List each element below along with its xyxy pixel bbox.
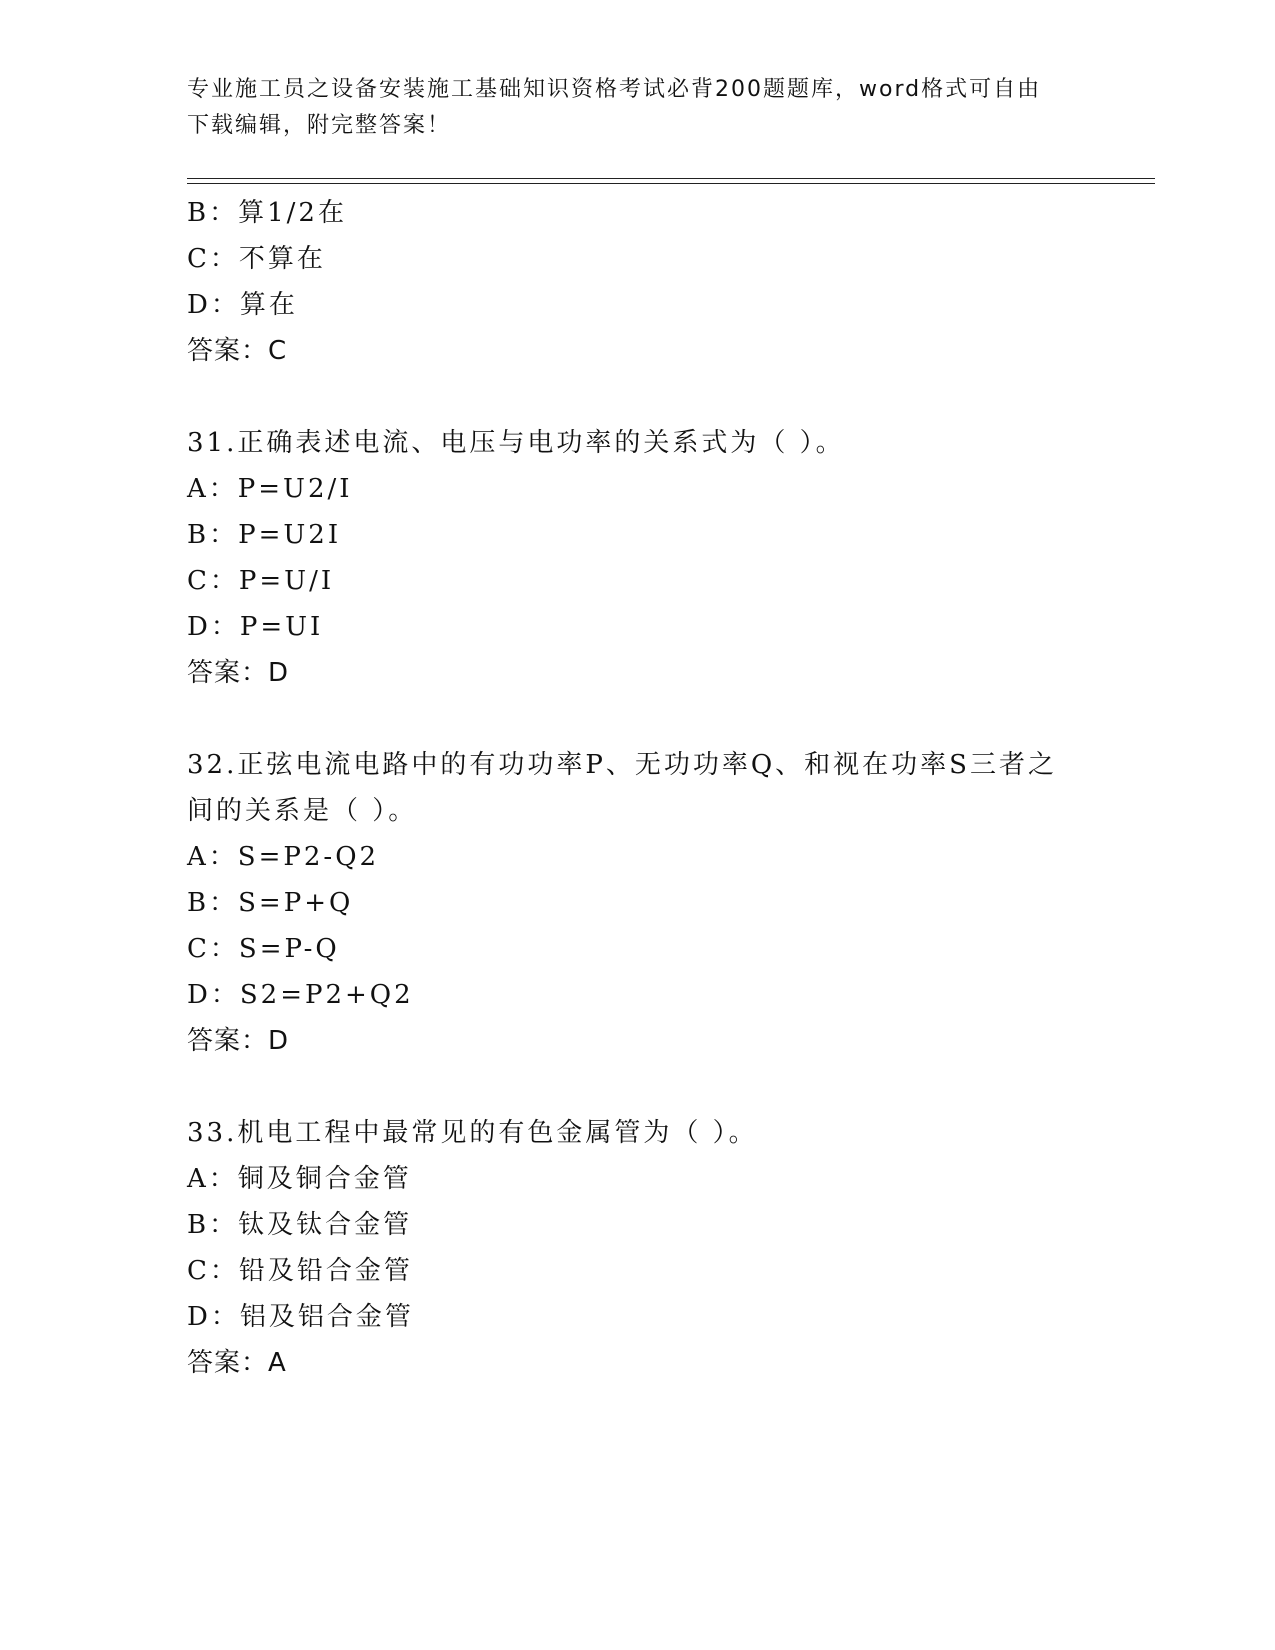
option-c: C：P=U/I (187, 566, 335, 596)
question-32 (187, 742, 1087, 1064)
header-divider-bottom (187, 183, 1155, 184)
option-b: B：S=P+Q (187, 888, 354, 918)
question-31 (187, 420, 1087, 696)
option-a: A：S=P2-Q2 (187, 842, 380, 872)
option-c: C：不算在 (187, 244, 326, 274)
header-line-1: 专业施工员之设备安装施工基础知识资格考试必背200题题库，word格式可自由 (187, 77, 1042, 102)
question-30-continuation (187, 190, 1087, 374)
option-b: B：算1/2在 (187, 198, 347, 228)
answer-line: 答案：A (187, 1348, 287, 1378)
spacer (187, 1064, 1087, 1110)
answer-line: 答案：D (187, 1026, 290, 1056)
question-list (187, 190, 1087, 1386)
option-d: D：P=UI (187, 612, 324, 642)
spacer (187, 374, 1087, 420)
option-b: B：P=U2I (187, 520, 342, 550)
question-stem-continued: 间的关系是（ ）。 (187, 796, 418, 826)
document-header (187, 72, 1067, 144)
option-d: D：S2=P2+Q2 (187, 980, 414, 1010)
question-33 (187, 1110, 1087, 1386)
option-a: A：P=U2/I (187, 474, 353, 504)
option-c: C：铅及铅合金管 (187, 1256, 413, 1286)
option-c: C：S=P-Q (187, 934, 340, 964)
answer-line: 答案：C (187, 336, 288, 366)
option-b: B：钛及钛合金管 (187, 1210, 413, 1240)
question-stem: 33.机电工程中最常见的有色金属管为（ ）。 (187, 1118, 758, 1148)
option-a: A：铜及铜合金管 (187, 1164, 412, 1194)
option-d: D：铝及铝合金管 (187, 1302, 414, 1332)
question-stem: 32.正弦电流电路中的有功功率P、无功功率Q、和视在功率S三者之 (187, 750, 1057, 780)
answer-line: 答案：D (187, 658, 290, 688)
question-stem: 31.正确表述电流、电压与电功率的关系式为（ ）。 (187, 428, 845, 458)
header-divider-top (187, 178, 1155, 179)
spacer (187, 696, 1087, 742)
header-line-2: 下载编辑，附完整答案！ (187, 113, 452, 138)
option-d: D：算在 (187, 290, 298, 320)
